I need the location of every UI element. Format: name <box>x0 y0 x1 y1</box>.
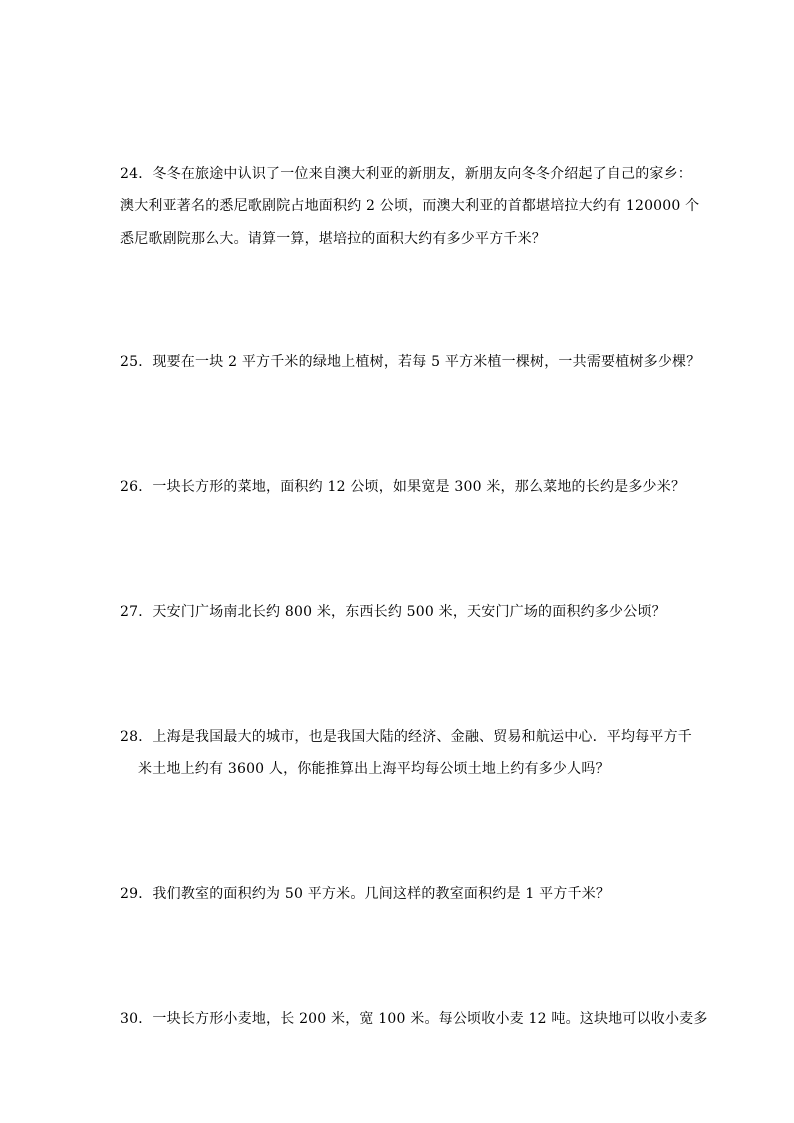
question-24-line-2: 澳大利亚著名的悉尼歌剧院占地面积约 2 公顷，而澳大利亚的首都堪培拉大约有 120000 个 <box>120 198 700 214</box>
question-26-line-1: 26．一块长方形的菜地，面积约 12 公顷，如果宽是 300 米，那么菜地的长约是多少米？ <box>120 479 686 495</box>
question-30-line-1: 30．一块长方形小麦地，长 200 米，宽 100 米。每公顷收小麦 12 吨。这块地可以收小麦多 <box>120 1011 708 1027</box>
question-24-line-1: 24．冬冬在旅途中认识了一位来自澳大利亚的新朋友，新朋友向冬冬介绍起了自己的家乡： <box>120 166 693 182</box>
question-28-line-1: 28．上海是我国最大的城市，也是我国大陆的经济、金融、贸易和航运中心．平均每平方千 <box>120 729 693 745</box>
question-25-line-1: 25．现要在一块 2 平方千米的绿地上植树，若每 5 平方米植一棵树，一共需要植树多少棵？ <box>120 354 701 370</box>
question-28-line-2: 米土地上约有 3600 人，你能推算出上海平均每公顷土地上约有多少人吗？ <box>138 761 610 777</box>
question-29-line-1: 29．我们教室的面积约为 50 平方米。几间这样的教室面积约是 1 平方千米？ <box>120 886 611 902</box>
question-24-line-3: 悉尼歌剧院那么大。请算一算，堪培拉的面积大约有多少平方千米？ <box>120 231 546 247</box>
question-27-line-1: 27．天安门广场南北长约 800 米，东西长约 500 米，天安门广场的面积约多少公顷？ <box>120 604 666 620</box>
